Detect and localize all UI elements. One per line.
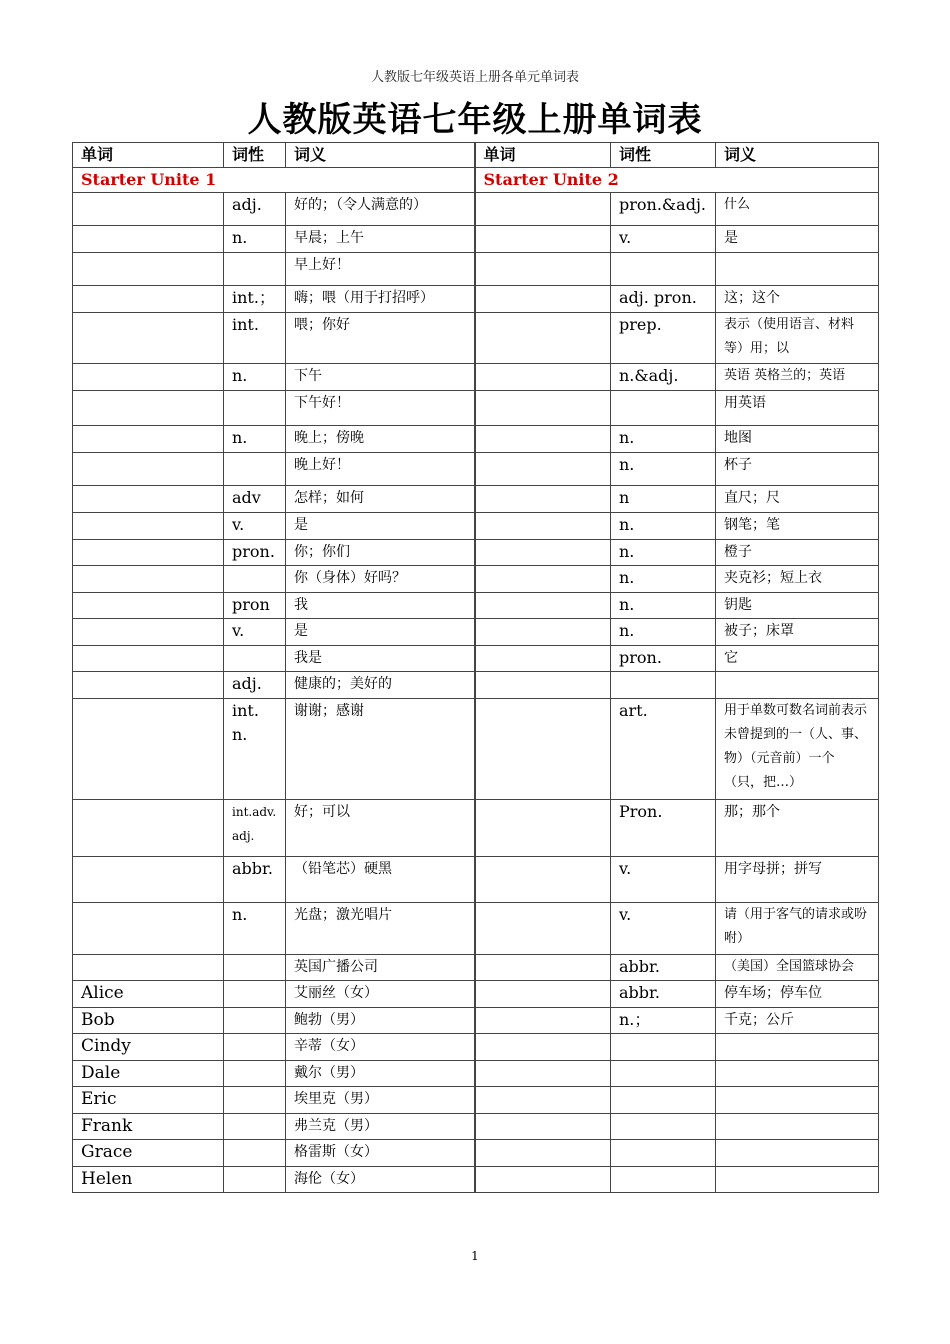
meaning-left-cell: 我是 — [286, 646, 475, 672]
pos-left-cell: pron. — [224, 540, 286, 566]
meaning-right-cell: 那；那个 — [716, 800, 879, 857]
pos-right-cell: n.&adj. — [611, 364, 716, 391]
pos-left-cell: int.； — [224, 286, 286, 313]
meaning-left-cell: 鲍勃（男） — [286, 1008, 475, 1034]
pos-left-cell: n. — [224, 364, 286, 391]
word-right-cell — [475, 426, 611, 453]
meaning-left-cell: 喂；你好 — [286, 313, 475, 364]
pos-right-cell — [611, 1140, 716, 1167]
word-left-cell — [73, 453, 224, 486]
unit-title-row — [73, 168, 879, 193]
word-left-cell — [73, 800, 224, 857]
meaning-right-cell — [716, 253, 879, 286]
word-right-cell — [475, 540, 611, 566]
word-left-cell: Grace — [73, 1140, 224, 1167]
meaning-right-cell: 杯子 — [716, 453, 879, 486]
pos-right-cell: n. — [611, 453, 716, 486]
table-row — [73, 593, 879, 619]
word-right-cell — [475, 313, 611, 364]
vocabulary-table-container — [72, 142, 878, 1193]
meaning-left-cell: 埃里克（男） — [286, 1087, 475, 1114]
meaning-right-cell: 被子；床罩 — [716, 619, 879, 646]
word-right-cell — [475, 800, 611, 857]
table-row — [73, 513, 879, 540]
word-left-cell — [73, 486, 224, 513]
word-left-cell — [73, 193, 224, 226]
pos-right-cell: v. — [611, 903, 716, 955]
table-row — [73, 486, 879, 513]
header-pos-left: 词性 — [224, 143, 286, 168]
table-row — [73, 1140, 879, 1167]
meaning-right-cell: 什么 — [716, 193, 879, 226]
table-row — [73, 1008, 879, 1034]
meaning-left-cell: 早上好！ — [286, 253, 475, 286]
pos-left-cell: n. — [224, 426, 286, 453]
word-right-cell — [475, 286, 611, 313]
meaning-left-cell: 好；可以 — [286, 800, 475, 857]
word-right-cell — [475, 566, 611, 593]
meaning-right-cell: 表示（使用语言、材料等）用；以 — [716, 313, 879, 364]
table-row — [73, 672, 879, 699]
word-left-cell: Dale — [73, 1061, 224, 1087]
pos-left-cell: int. n. — [224, 699, 286, 800]
meaning-left-cell: 是 — [286, 619, 475, 646]
meaning-right-cell: 直尺；尺 — [716, 486, 879, 513]
pos-left-cell — [224, 253, 286, 286]
word-right-cell — [475, 955, 611, 981]
word-right-cell — [475, 253, 611, 286]
pos-right-cell: pron.&adj. — [611, 193, 716, 226]
table-row — [73, 981, 879, 1008]
pos-left-cell — [224, 453, 286, 486]
meaning-left-cell: 英国广播公司 — [286, 955, 475, 981]
header-word-right: 单词 — [475, 143, 611, 168]
meaning-right-cell: 钥匙 — [716, 593, 879, 619]
table-row — [73, 1061, 879, 1087]
table-row — [73, 566, 879, 593]
word-left-cell — [73, 955, 224, 981]
pos-left-cell — [224, 981, 286, 1008]
table-row — [73, 955, 879, 981]
meaning-left-cell: 好的；（令人满意的） — [286, 193, 475, 226]
word-left-cell — [73, 391, 224, 426]
pos-right-cell: n. — [611, 426, 716, 453]
pos-right-cell — [611, 1034, 716, 1061]
word-left-cell — [73, 646, 224, 672]
table-row — [73, 903, 879, 955]
word-right-cell — [475, 1167, 611, 1193]
meaning-right-cell: 千克；公斤 — [716, 1008, 879, 1034]
meaning-right-cell — [716, 672, 879, 699]
word-left-cell: Helen — [73, 1167, 224, 1193]
header-pos-right: 词性 — [611, 143, 716, 168]
meaning-right-cell: 地图 — [716, 426, 879, 453]
word-left-cell — [73, 566, 224, 593]
meaning-left-cell: 是 — [286, 513, 475, 540]
pos-right-cell: n. — [611, 513, 716, 540]
word-right-cell — [475, 513, 611, 540]
table-row — [73, 226, 879, 253]
word-right-cell — [475, 486, 611, 513]
pos-left-cell — [224, 1061, 286, 1087]
table-row — [73, 391, 879, 426]
pos-right-cell: Pron. — [611, 800, 716, 857]
pos-right-cell — [611, 1167, 716, 1193]
meaning-right-cell: 钢笔；笔 — [716, 513, 879, 540]
document-title: 人教版英语七年级上册单词表 — [247, 100, 703, 140]
word-left-cell — [73, 540, 224, 566]
meaning-left-cell: 格雷斯（女） — [286, 1140, 475, 1167]
table-row — [73, 313, 879, 364]
meaning-left-cell: 你（身体）好吗？ — [286, 566, 475, 593]
meaning-left-cell: 怎样；如何 — [286, 486, 475, 513]
meaning-left-cell: 你；你们 — [286, 540, 475, 566]
word-right-cell — [475, 672, 611, 699]
meaning-right-cell: 停车场；停车位 — [716, 981, 879, 1008]
meaning-left-cell: 光盘；激光唱片 — [286, 903, 475, 955]
word-right-cell — [475, 903, 611, 955]
pos-left-cell: int. — [224, 313, 286, 364]
word-left-cell — [73, 699, 224, 800]
pos-left-cell — [224, 955, 286, 981]
meaning-right-cell — [716, 1114, 879, 1140]
word-left-cell: Frank — [73, 1114, 224, 1140]
meaning-left-cell: （铅笔芯）硬黑 — [286, 857, 475, 903]
running-header: 人教版七年级英语上册各单元单词表 — [370, 70, 579, 85]
pos-left-cell — [224, 391, 286, 426]
pos-left-cell — [224, 646, 286, 672]
pos-left-cell: pron — [224, 593, 286, 619]
pos-right-cell — [611, 253, 716, 286]
meaning-left-cell: 海伦（女） — [286, 1167, 475, 1193]
meaning-left-cell: 谢谢；感谢 — [286, 699, 475, 800]
word-right-cell — [475, 364, 611, 391]
table-row — [73, 646, 879, 672]
pos-right-cell: abbr. — [611, 955, 716, 981]
word-right-cell — [475, 1087, 611, 1114]
word-left-cell — [73, 313, 224, 364]
meaning-right-cell — [716, 1167, 879, 1193]
meaning-left-cell: 戴尔（男） — [286, 1061, 475, 1087]
pos-left-cell — [224, 566, 286, 593]
word-right-cell — [475, 699, 611, 800]
meaning-right-cell: 用于单数可数名词前表示未曾提到的一（人、事、物）（元音前）一个（只，把…） — [716, 699, 879, 800]
table-row — [73, 1034, 879, 1061]
pos-right-cell — [611, 1114, 716, 1140]
pos-right-cell: abbr. — [611, 981, 716, 1008]
pos-right-cell: v. — [611, 857, 716, 903]
pos-left-cell — [224, 1140, 286, 1167]
word-right-cell — [475, 981, 611, 1008]
word-right-cell — [475, 1140, 611, 1167]
pos-right-cell: n. — [611, 566, 716, 593]
unit-title-left: Starter Unite 1 — [73, 168, 475, 193]
word-right-cell — [475, 1034, 611, 1061]
table-row — [73, 699, 879, 800]
header-meaning-left: 词义 — [286, 143, 475, 168]
word-right-cell — [475, 1114, 611, 1140]
table-row — [73, 253, 879, 286]
page-number: 1 — [471, 1249, 479, 1263]
pos-left-cell: adj. — [224, 193, 286, 226]
meaning-left-cell: 辛蒂（女） — [286, 1034, 475, 1061]
meaning-left-cell: 晚上；傍晚 — [286, 426, 475, 453]
word-left-cell: Cindy — [73, 1034, 224, 1061]
pos-right-cell — [611, 1087, 716, 1114]
meaning-right-cell — [716, 1087, 879, 1114]
word-left-cell — [73, 593, 224, 619]
pos-right-cell: n. — [611, 593, 716, 619]
table-row — [73, 1087, 879, 1114]
word-left-cell — [73, 857, 224, 903]
pos-left-cell — [224, 1114, 286, 1140]
meaning-right-cell: 请（用于客气的请求或吩咐） — [716, 903, 879, 955]
meaning-left-cell: 嗨；喂（用于打招呼） — [286, 286, 475, 313]
word-right-cell — [475, 593, 611, 619]
word-right-cell — [475, 619, 611, 646]
meaning-right-cell: （美国）全国篮球协会 — [716, 955, 879, 981]
meaning-right-cell: 用英语 — [716, 391, 879, 426]
word-left-cell — [73, 513, 224, 540]
word-left-cell — [73, 619, 224, 646]
word-right-cell — [475, 226, 611, 253]
unit-title-right: Starter Unite 2 — [475, 168, 879, 193]
meaning-left-cell: 早晨；上午 — [286, 226, 475, 253]
table-row — [73, 540, 879, 566]
pos-left-cell: n. — [224, 226, 286, 253]
table-header-row — [73, 143, 879, 168]
header-meaning-right: 词义 — [716, 143, 879, 168]
header-word-left: 单词 — [73, 143, 224, 168]
pos-right-cell: v. — [611, 226, 716, 253]
table-row — [73, 1114, 879, 1140]
table-row — [73, 1167, 879, 1193]
word-right-cell — [475, 391, 611, 426]
table-row — [73, 286, 879, 313]
pos-left-cell: n. — [224, 903, 286, 955]
meaning-right-cell: 橙子 — [716, 540, 879, 566]
pos-right-cell — [611, 391, 716, 426]
meaning-left-cell: 健康的；美好的 — [286, 672, 475, 699]
word-left-cell: Bob — [73, 1008, 224, 1034]
meaning-left-cell: 艾丽丝（女） — [286, 981, 475, 1008]
meaning-right-cell: 英语 英格兰的；英语 — [716, 364, 879, 391]
word-right-cell — [475, 1061, 611, 1087]
meaning-left-cell: 下午好！ — [286, 391, 475, 426]
meaning-right-cell — [716, 1140, 879, 1167]
meaning-right-cell: 它 — [716, 646, 879, 672]
meaning-right-cell — [716, 1034, 879, 1061]
table-row — [73, 193, 879, 226]
word-left-cell — [73, 364, 224, 391]
word-right-cell — [475, 1008, 611, 1034]
meaning-right-cell: 是 — [716, 226, 879, 253]
pos-left-cell: adj. — [224, 672, 286, 699]
word-right-cell — [475, 193, 611, 226]
meaning-left-cell: 晚上好！ — [286, 453, 475, 486]
pos-left-cell: adv — [224, 486, 286, 513]
meaning-left-cell: 我 — [286, 593, 475, 619]
pos-right-cell: n. — [611, 540, 716, 566]
word-right-cell — [475, 857, 611, 903]
meaning-left-cell: 下午 — [286, 364, 475, 391]
meaning-right-cell: 夹克衫；短上衣 — [716, 566, 879, 593]
pos-right-cell: n.； — [611, 1008, 716, 1034]
word-left-cell — [73, 253, 224, 286]
word-left-cell — [73, 286, 224, 313]
table-row — [73, 619, 879, 646]
pos-right-cell: adj. pron. — [611, 286, 716, 313]
word-left-cell — [73, 672, 224, 699]
word-left-cell — [73, 903, 224, 955]
meaning-right-cell — [716, 1061, 879, 1087]
pos-left-cell: v. — [224, 513, 286, 540]
pos-right-cell — [611, 672, 716, 699]
table-row — [73, 800, 879, 857]
pos-right-cell: pron. — [611, 646, 716, 672]
pos-left-cell — [224, 1008, 286, 1034]
word-left-cell: Alice — [73, 981, 224, 1008]
word-left-cell — [73, 226, 224, 253]
table-row — [73, 453, 879, 486]
word-right-cell — [475, 453, 611, 486]
meaning-right-cell: 用字母拼；拼写 — [716, 857, 879, 903]
pos-left-cell: abbr. — [224, 857, 286, 903]
pos-left-cell — [224, 1034, 286, 1061]
meaning-right-cell: 这；这个 — [716, 286, 879, 313]
pos-right-cell: n — [611, 486, 716, 513]
pos-right-cell: n. — [611, 619, 716, 646]
pos-left-cell — [224, 1087, 286, 1114]
pos-left-cell: int.adv. adj. — [224, 800, 286, 857]
vocabulary-table — [72, 142, 879, 1193]
table-row — [73, 364, 879, 391]
pos-right-cell: prep. — [611, 313, 716, 364]
word-left-cell: Eric — [73, 1087, 224, 1114]
meaning-left-cell: 弗兰克（男） — [286, 1114, 475, 1140]
pos-left-cell: v. — [224, 619, 286, 646]
word-left-cell — [73, 426, 224, 453]
table-row — [73, 426, 879, 453]
pos-right-cell: art. — [611, 699, 716, 800]
word-right-cell — [475, 646, 611, 672]
pos-left-cell — [224, 1167, 286, 1193]
table-row — [73, 857, 879, 903]
pos-right-cell — [611, 1061, 716, 1087]
